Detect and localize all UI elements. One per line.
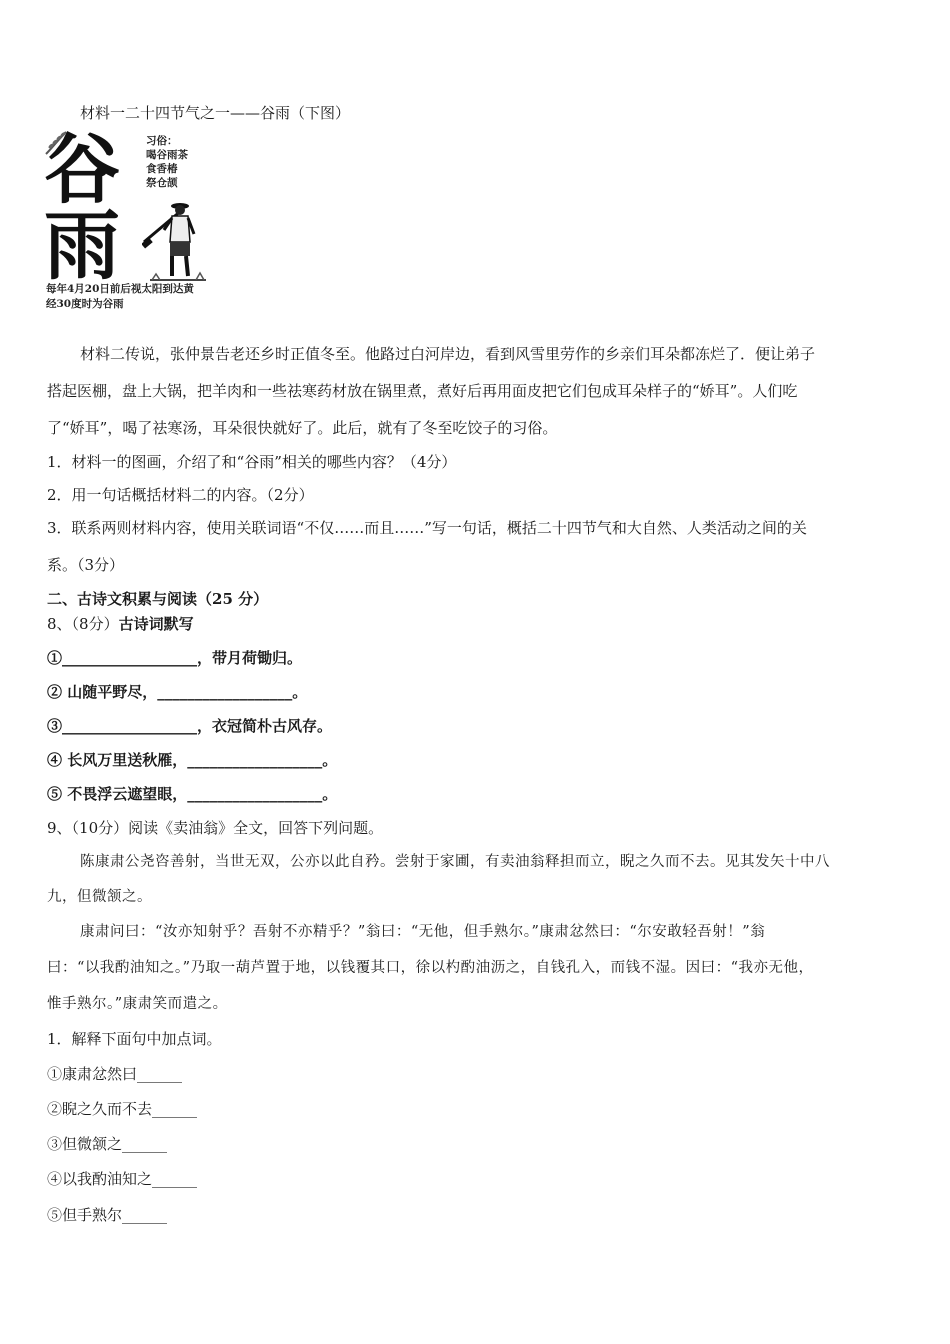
poster-desc-line: 每年4月20日前后视太阳到达黄: [46, 283, 194, 295]
material2-line: 了“娇耳”，喝了祛寒汤，耳朵很快就好了。此后，就有了冬至吃饺子的习俗。: [47, 419, 558, 437]
material2-line: 材料二传说，张仲景告老还乡时正值冬至。他路过白河岸边，看到风雪里劳作的乡亲们耳朵都冻烂了．便让弟子: [80, 345, 816, 363]
farmer-figure-icon: [142, 196, 212, 282]
question-3-line: 系。（3分）: [47, 556, 125, 574]
custom-item: 祭仓颉: [146, 177, 178, 189]
question-8-prefix: 8、（8分）: [47, 615, 119, 633]
question-1: 1．材料一的图画，介绍了和“谷雨”相关的哪些内容？（4分）: [47, 453, 457, 471]
question-8-title: 古诗词默写: [118, 615, 194, 633]
poster-char-gu: 谷: [44, 125, 120, 214]
custom-item: 食香椿: [146, 163, 178, 175]
question-8: [47, 614, 194, 634]
poem-blank-1: ①__________________，带月荷锄归。: [47, 649, 303, 667]
poster-desc-line: 经30度时为谷雨: [46, 298, 124, 310]
passage-line: 康肃问曰：“汝亦知射乎？吾射不亦精乎？”翁曰：“无他，但手熟尔。”康肃忿然曰：“尔安敢轻吾射！”翁: [80, 924, 766, 940]
word-blank-3: ③但微颔之______: [47, 1135, 168, 1153]
section-2-heading: 二、古诗文积累与阅读（25 分）: [47, 590, 269, 608]
word-blank-4: ④以我酌油知之______: [47, 1170, 198, 1188]
passage-line: 曰：“以我酌油知之。”乃取一葫芦置于地，以钱覆其口，徐以杓酌油沥之，自钱孔入，而钱不湿。因曰：“我亦无他，: [47, 960, 814, 976]
poem-blank-4: ④ 长风万里送秋雁，__________________。: [47, 751, 338, 769]
poem-blank-3: ③__________________，衣冠简朴古风存。: [47, 717, 333, 735]
passage-line: 九，但微颔之。: [47, 889, 152, 905]
custom-item: 喝谷雨茶: [146, 149, 188, 161]
passage-line: 惟手熟尔。”康肃笑而遣之。: [47, 996, 228, 1012]
question-2: 2．用一句话概括材料二的内容。（2分）: [47, 486, 314, 504]
question-9: 9、（10分）阅读《卖油翁》全文，回答下列问题。: [47, 819, 384, 837]
word-blank-1: ①康肃忿然曰______: [47, 1065, 183, 1083]
poster-description: [46, 282, 194, 312]
word-blank-2: ②睨之久而不去______: [47, 1100, 198, 1118]
sub-question-1: 1．解释下面句中加点词。: [47, 1030, 222, 1048]
poem-blank-2: ② 山随平野尽，__________________。: [47, 683, 308, 701]
custom-label: 习俗：: [146, 135, 178, 147]
material2-line: 搭起医棚，盘上大锅，把羊肉和一些祛寒药材放在锅里煮，煮好后再用面皮把它们包成耳朵样子的“娇耳”。人们吃: [47, 382, 798, 400]
word-blank-5: ⑤但手熟尔______: [47, 1206, 168, 1224]
guyu-poster: [42, 125, 212, 318]
poem-blank-5: ⑤ 不畏浮云遮望眼，__________________。: [47, 785, 338, 803]
passage-line: 陈康肃公尧咨善射，当世无双，公亦以此自矜。尝射于家圃，有卖油翁释担而立，睨之久而不去。见其发矢十中八: [80, 854, 830, 870]
question-3-line: 3．联系两则材料内容，使用关联词语“不仅……而且……”写一句话，概括二十四节气和大自然、人类活动之间的关: [47, 519, 807, 537]
poster-customs: [146, 134, 188, 190]
poster-char-yu: 雨: [44, 201, 120, 290]
material1-title: 材料一二十四节气之一——谷雨（下图）: [80, 104, 351, 122]
